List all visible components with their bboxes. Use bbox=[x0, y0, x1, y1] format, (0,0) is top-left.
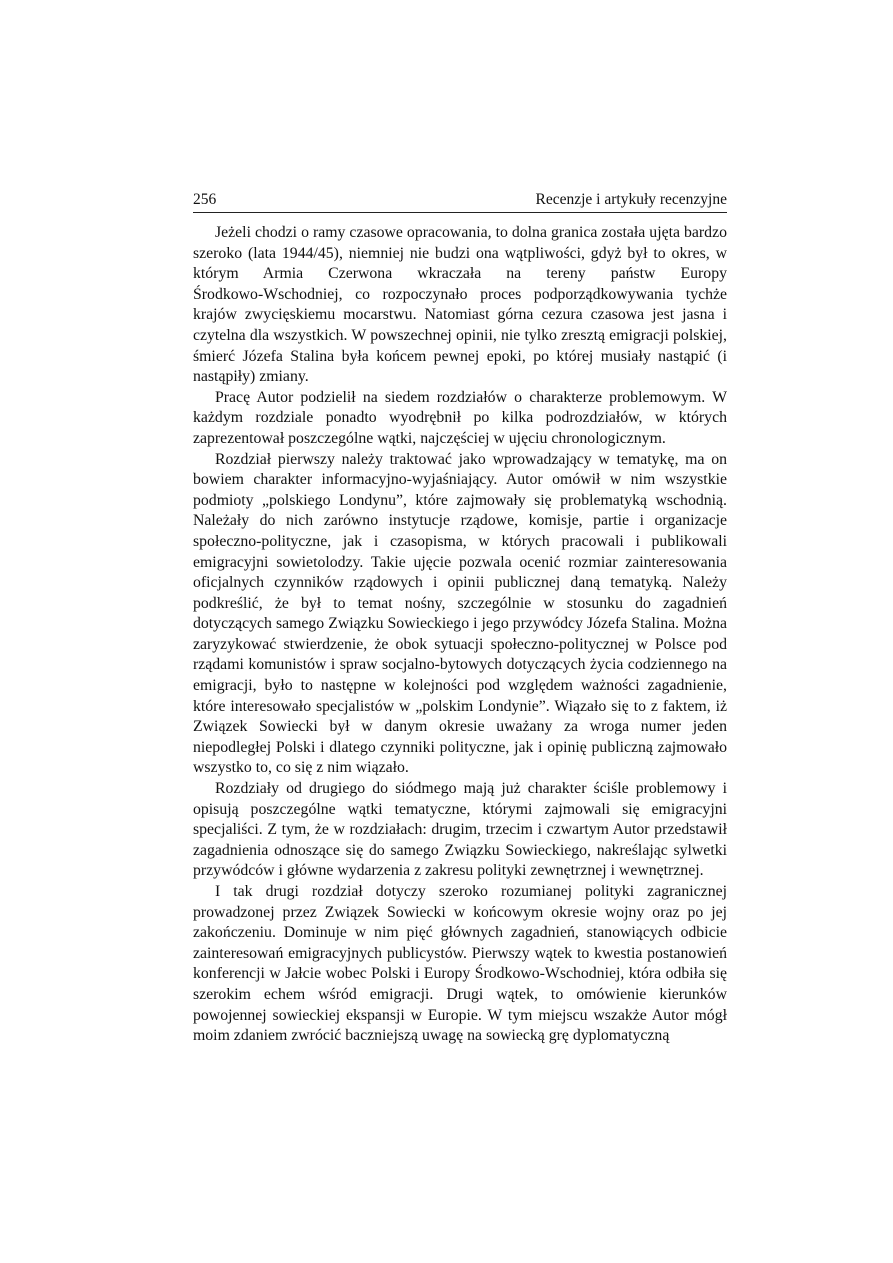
paragraph: Rozdziały od drugiego do siódmego mają już charakter ściśle problemowy i opisują poszczególne wątki tematyczne, którymi zajmowali się emigracyjni specjaliści. Z tym, że w rozdziałach: drugim, trzecim i czwartym Autor przedstawił zagadnienia odnoszące się do samego Związku Sowieckiego, nakreślając sylwetki przywódców i główne wydarzenia z zakresu polityki zewnętrznej i wewnętrznej. bbox=[193, 780, 727, 880]
body-text bbox=[193, 223, 727, 1047]
paragraph: Pracę Autor podzielił na siedem rozdziałów o charakterze problemowym. W każdym rozdziale ponadto wyodrębnił po kilka podrozdziałów, w których zaprezentował poszczególne wątki, najczęściej w ujęciu chronologicznym. bbox=[193, 388, 727, 447]
running-header bbox=[193, 190, 727, 213]
paragraph: Jeżeli chodzi o ramy czasowe opracowania, to dolna granica została ujęta bardzo szeroko (lata 1944/45), niemniej nie budzi ona wątpliwości, gdyż był to okres, w którym Armia Czerwona wkraczała na tereny państw Europy Środkowo-Wschodniej, co rozpoczynało proces podporządkowywania tychże krajów zwycięskiemu mocarstwu. Natomiast górna cezura czasowa jest jasna i czytelna dla wszystkich. W powszechnej opinii, nie tylko zresztą emigracji polskiej, śmierć Józefa Stalina była końcem pewnej epoki, po której musiały nastąpić (i nastąpiły) zmiany. bbox=[193, 224, 727, 386]
paragraph: Rozdział pierwszy należy traktować jako wprowadzający w tematykę, ma on bowiem charakter informacyjno-wyjaśniający. Autor omówił w nim wszystkie podmioty „polskiego Londynu”, które zajmowały się problematyką wschodnią. Należały do nich zarówno instytucje rządowe, komisje, partie i organizacje społeczno-polityczne, jak i czasopisma, w których pracowali i publikowali emigracyjni sowietolodzy. Takie ujęcie pozwala ocenić rozmiar zainteresowania oficjalnych czynników rządowych i opinii publicznej daną tematyką. Należy podkreślić, że był to temat nośny, szczególnie w stosunku do zagadnień dotyczących samego Związku Sowieckiego i jego przywódcy Józefa Stalina. Można zaryzykować stwierdzenie, że obok sytuacji społeczno-politycznej w Polsce pod rządami komunistów i spraw socjalno-bytowych dotyczących życia codziennego na emigracji, było to następne w kolejności pod względem ważności zagadnienie, które interesowało specjalistów w „polskim Londynie”. Wiązało się to z faktem, iż Związek Sowiecki był w danym okresie uważany za wroga numer jeden niepodległej Polski i dlatego czynniki polityczne, jak i opinię publiczną zajmowało wszystko to, co się z nim wiązało. bbox=[193, 450, 727, 777]
running-title: Recenzje i artykuły recenzyjne bbox=[535, 191, 727, 208]
paragraph: I tak drugi rozdział dotyczy szeroko rozumianej polityki zagranicznej prowadzonej przez Związek Sowiecki w końcowym okresie wojny oraz po jej zakończeniu. Dominuje w nim pięć głównych zagadnień, stanowiących odbicie zainteresowań emigracyjnych publicystów. Pierwszy wątek to kwestia postanowień konferencji w Jałcie wobec Polski i Europy Środkowo-Wschodniej, która odbiła się szerokim echem wśród emigracji. Drugi wątek, to omówienie kierunków powojennej sowieckiej ekspansji w Europie. W tym miejscu wszakże Autor mógł moim zdaniem zwrócić baczniejszą uwagę na sowiecką grę dyplomatyczną bbox=[193, 883, 727, 1045]
page-number: 256 bbox=[193, 191, 217, 208]
document-page bbox=[193, 190, 727, 1047]
